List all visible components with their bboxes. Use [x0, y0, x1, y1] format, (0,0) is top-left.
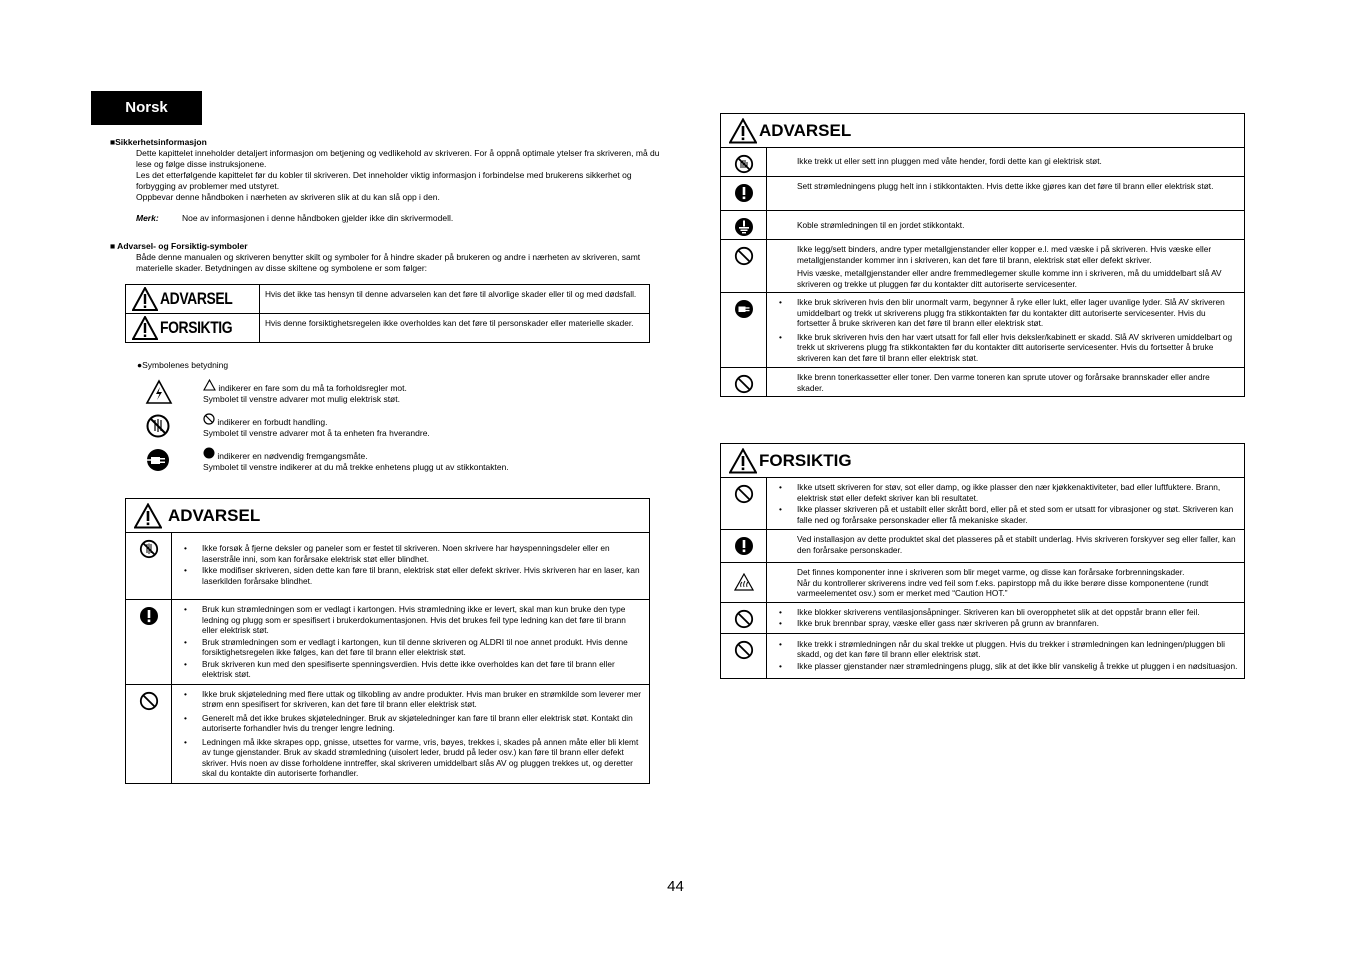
list-item: • Ikke bruk skriveren hvis den har vært utsatt for fall eller hvis deksler/kabinett er skadd. Slå AV skriveren umiddelbart og trekk ut skriverens plugg fra stikkontakten før du kontakter ditt autoriserte servicesenter. Hvis du fortsetter å bruke skriveren kan det føre til brann eller elektrisk støt.	[797, 332, 1238, 364]
row-text: Sett strømledningens plugg helt inn i stikkontakten. Hvis dette ikke gjøres kan det føre til brann eller elektrisk støt.	[797, 181, 1214, 191]
note-label: Merk:	[136, 213, 159, 223]
symbols-title: ●Symbolenes betydning	[137, 360, 229, 370]
symbol-desc: Symbolet til venstre advarer mot mulig elektrisk støt.	[203, 394, 400, 404]
symbol-desc: Symbolet til venstre advarer mot å ta enheten fra hverandre.	[203, 428, 430, 438]
table-row	[721, 530, 1244, 563]
icon-cell	[721, 148, 767, 176]
icon-cell	[721, 603, 767, 633]
mandatory-icon	[734, 183, 754, 203]
table-row	[126, 285, 650, 314]
list-item	[145, 447, 645, 481]
box-header	[721, 444, 1244, 478]
table-row	[126, 600, 649, 685]
section-title-symbols: ■ Advarsel- og Forsiktig-symboler	[110, 241, 248, 251]
warning-triangle-icon	[132, 287, 158, 311]
intro-paragraph: Dette kapittelet inneholder detaljert informasjon om betjening og vedlikehold av skriveren. For å oppnå optimale ytelser fra skriveren, må du lese og følge disse instruksjonene.	[136, 148, 660, 169]
prohibited-icon	[734, 374, 754, 394]
table-row	[721, 293, 1244, 368]
signal-label-warning: ADVARSEL	[126, 285, 260, 314]
unplug-icon	[145, 447, 173, 473]
icon-cell	[126, 685, 172, 783]
triangle-outline-icon	[203, 379, 216, 391]
row-text: Ikke trekk ut eller sett inn pluggen med våte hender, fordi dette kan gi elektrisk støt.	[797, 156, 1102, 166]
filled-circle-icon	[203, 447, 215, 459]
icon-cell	[721, 530, 767, 562]
mandatory-icon	[139, 606, 159, 626]
box-header	[126, 499, 649, 533]
table-row	[721, 478, 1244, 530]
no-disassembly-icon	[145, 413, 171, 439]
warning-triangle-icon	[132, 316, 158, 340]
list-item: • Ikke forsøk å fjerne deksler og paneler som er festet til skriveren. Noen skrivere har høyspenningsdeler eller en laserstråle inni, som kan forårsake elektrisk støt eller blindhet.	[202, 543, 643, 564]
prohibited-icon	[734, 609, 754, 629]
box-header	[721, 114, 1244, 148]
icon-cell	[721, 211, 767, 239]
list-item: • Ikke trekk i strømledningen når du skal trekke ut pluggen. Hvis du trekker i strømledningen kan ledningen/pluggen bli skadd, og det kan føre til brann eller elektrisk støt.	[797, 639, 1238, 660]
electric-shock-icon	[145, 379, 173, 405]
row-text: Hvis væske, metallgjenstander eller andre fremmedlegemer skulle komme inn i skriveren, må du umiddelbart slå AV skriveren og trekke ut pluggen før du kontakter ditt autoriserte servicesenter.	[797, 268, 1222, 289]
symbol-meaning-text: indikerer en fare som du må ta forholdsregler mot.	[216, 383, 407, 393]
list-item	[145, 379, 645, 413]
left-warning-box	[125, 498, 650, 784]
intro-section	[110, 137, 660, 274]
list-item: • Ikke blokker skriverens ventilasjonsåpninger. Skriveren kan bli overopphetet slik at det oppstår brann eller feil.	[797, 607, 1238, 618]
unplug-icon	[734, 299, 754, 319]
row-text: Når du kontrollerer skriverens indre ved feil som f.eks. papirstopp må du ikke berøre disse komponentene (rundt varmeelementet osv.) som er merket med “Caution HOT.”	[797, 577, 1209, 598]
row-text: Ikke legg/sett binders, andre typer metallgjenstander eller kopper e.l. med væske i på skriveren. Hvis væske eller metallgjenstander kommer inn i skriveren, kan det føre til brann, elektrisk støt eller defekt skriver.	[797, 244, 1212, 265]
icon-cell	[721, 240, 767, 292]
right-warning-box	[720, 113, 1245, 397]
table-row	[721, 368, 1244, 396]
prohibited-icon	[734, 484, 754, 504]
mandatory-icon	[734, 536, 754, 556]
icon-cell	[126, 600, 172, 684]
prohibited-outline-icon	[203, 413, 215, 425]
icon-cell	[721, 368, 767, 396]
right-caution-box	[720, 443, 1245, 679]
signal-desc-warning: Hvis det ikke tas hensyn til denne advarselen kan det føre til alvorlige skader eller til og med dødsfall.	[260, 285, 650, 314]
symbols-paragraph: Både denne manualen og skriveren benytter skilt og symboler for å hindre skader på brukeren og andre i nærheten av skriveren, samt materielle skader. Betydningen av disse skiltene og symbolene er som følger:	[136, 252, 641, 273]
row-text: Ved installasjon av dette produktet skal det plasseres på et stabilt underlag. Hvis skriveren forskyver seg eller faller, kan den forårsake personskader.	[797, 534, 1236, 555]
warning-triangle-icon	[134, 503, 162, 529]
table-row	[721, 240, 1244, 293]
icon-cell	[126, 533, 172, 599]
symbol-meaning-text: indikerer en nødvendig fremgangsmåte.	[215, 451, 368, 461]
list-item: • Ikke plasser skriveren på et ustabilt eller skrått bord, eller på et sted som er utsatt for vibrasjoner og støt. Skriveren kan falle ned og forårsake personskader eller få mekaniske skader.	[797, 504, 1238, 525]
symbol-meaning-text: indikerer en forbudt handling.	[215, 417, 328, 427]
hot-surface-icon	[734, 573, 754, 591]
table-row	[721, 563, 1244, 603]
table-row	[126, 314, 650, 343]
table-row	[126, 685, 649, 783]
warning-triangle-icon	[729, 118, 757, 144]
list-item: • Ikke modifiser skriveren, siden dette kan føre til brann, elektrisk støt eller defekt skriver. Hvis skriveren har en laser, kan laserkilden forårsake blindhet.	[202, 565, 643, 586]
signal-desc-caution: Hvis denne forsiktighetsregelen ikke overholdes kan det føre til personskader eller materielle skader.	[260, 314, 650, 343]
list-item	[145, 413, 645, 447]
symbols-list	[145, 379, 645, 481]
section-title-safety: ■Sikkerhetsinformasjon	[110, 137, 207, 147]
icon-cell	[721, 293, 767, 367]
signal-label-caution: FORSIKTIG	[126, 314, 260, 343]
icon-cell	[721, 478, 767, 529]
list-item: • Ikke bruk brennbar spray, væske eller gass nær skriveren på grunn av brannfaren.	[797, 618, 1238, 629]
icon-cell	[721, 634, 767, 679]
no-disassembly-icon	[139, 539, 159, 559]
list-item: • Bruk strømledningen som er vedlagt i kartongen, kun til denne skriveren og ALDRI til noe annet produkt. Hvis denne forsiktighetsregelen ikke følges, kan det føre til brann eller elektrisk støt.	[202, 637, 643, 658]
icon-cell	[721, 177, 767, 210]
box-title: ADVARSEL	[759, 120, 852, 140]
language-tab: Norsk	[91, 91, 202, 125]
page-number: 44	[667, 878, 684, 895]
table-row	[721, 177, 1244, 211]
list-item: • Generelt må det ikke brukes skjøteledninger. Bruk av skjøteledninger kan føre til brann eller elektrisk støt. Kontakt din autoriserte forhandler hvis du trenger lengre ledning.	[202, 713, 643, 734]
row-text: Det finnes komponenter inne i skriveren som blir meget varme, og disse kan forårsake forbrenningskader.	[797, 567, 1185, 577]
warning-triangle-icon	[729, 448, 757, 474]
table-row	[721, 634, 1244, 679]
box-title: ADVARSEL	[168, 505, 261, 525]
list-item: • Ikke bruk skriveren hvis den blir unormalt varm, begynner å ryke eller lukt, eller lager uvanlige lyder. Slå AV skriveren umiddelbart og trekk ut skriverens plugg fra stikkontakten før du kontakter ditt autoriserte servicesenter. Hvis du fortsetter å bruke skriveren kan det føre til brann eller elektrisk støt.	[797, 297, 1238, 329]
list-item: • Ledningen må ikke skrapes opp, gnisse, utsettes for varme, vris, bøyes, trekkes i, skades på annen måte eller bli klemt av tunge gjenstander. Bruk av skadd strømledning (uisolert leder, brudd på leder osv.) kan føre til brann eller defekt skriver. Hvis noen av disse forholdene inntreffer, skal skriveren umiddelbart slås AV og pluggen trekkes ut, og deretter skal du kontakte din autoriserte forhandler.	[202, 737, 643, 779]
row-text: Ikke brenn tonerkassetter eller toner. Den varme toneren kan sprute utover og forårsake brannskader eller andre skader.	[797, 372, 1210, 393]
signal-word-table	[125, 284, 650, 343]
list-item: • Bruk kun strømledningen som er vedlagt i kartongen. Hvis strømledning ikke er levert, skal man kun bruke den type ledning og plugg som er spesifisert i brukerdokumentasjonen. Hvis det brukes feil type ledning kan det føre til brann eller elektrisk støt.	[202, 604, 643, 636]
prohibited-icon	[734, 640, 754, 660]
ground-icon	[734, 217, 754, 237]
symbol-desc: Symbolet til venstre indikerer at du må trekke enhetens plugg ut av stikkontakten.	[203, 462, 509, 472]
list-item: • Bruk skriveren kun med den spesifiserte spenningsverdien. Hvis dette ikke overholdes kan det føre til brann eller elektrisk støt.	[202, 659, 643, 680]
no-wet-hands-icon	[734, 154, 754, 174]
table-row	[126, 533, 649, 600]
row-text: Koble strømledningen til en jordet stikkontakt.	[797, 220, 965, 230]
prohibited-icon	[139, 691, 159, 711]
list-item: • Ikke utsett skriveren for støv, sot eller damp, og ikke plasser den nær kjøkkenaktiviteter, bad eller luftfuktere. Brann, elektrisk støt eller defekt skriver kan bli resultatet.	[797, 482, 1238, 503]
list-item: • Ikke plasser gjenstander nær strømledningens plugg, slik at det ikke blir vanskelig å trekke ut pluggen i en nødsituasjon.	[797, 661, 1238, 672]
prohibited-icon	[734, 246, 754, 266]
intro-paragraph: Les det etterfølgende kapittelet før du kobler til skriveren. Det inneholder viktig informasjon i forbindelse med brukerens sikkerhet og forbygging av problemer med utstyret.	[136, 170, 632, 191]
list-item: • Ikke bruk skjøteledning med flere uttak og tilkobling av andre produkter. Hvis man bruker en strømkilde som leverer mer strøm enn spesifisert for skriveren, kan det føre til brann eller elektrisk støt.	[202, 689, 643, 710]
icon-cell	[721, 563, 767, 602]
table-row	[721, 603, 1244, 634]
table-row	[721, 211, 1244, 240]
note-text: Noe av informasjonen i denne håndboken gjelder ikke din skrivermodell.	[182, 213, 454, 223]
table-row	[721, 148, 1244, 177]
box-title: FORSIKTIG	[759, 450, 852, 470]
intro-paragraph: Oppbevar denne håndboken i nærheten av skriveren slik at du kan slå opp i den.	[136, 192, 440, 202]
